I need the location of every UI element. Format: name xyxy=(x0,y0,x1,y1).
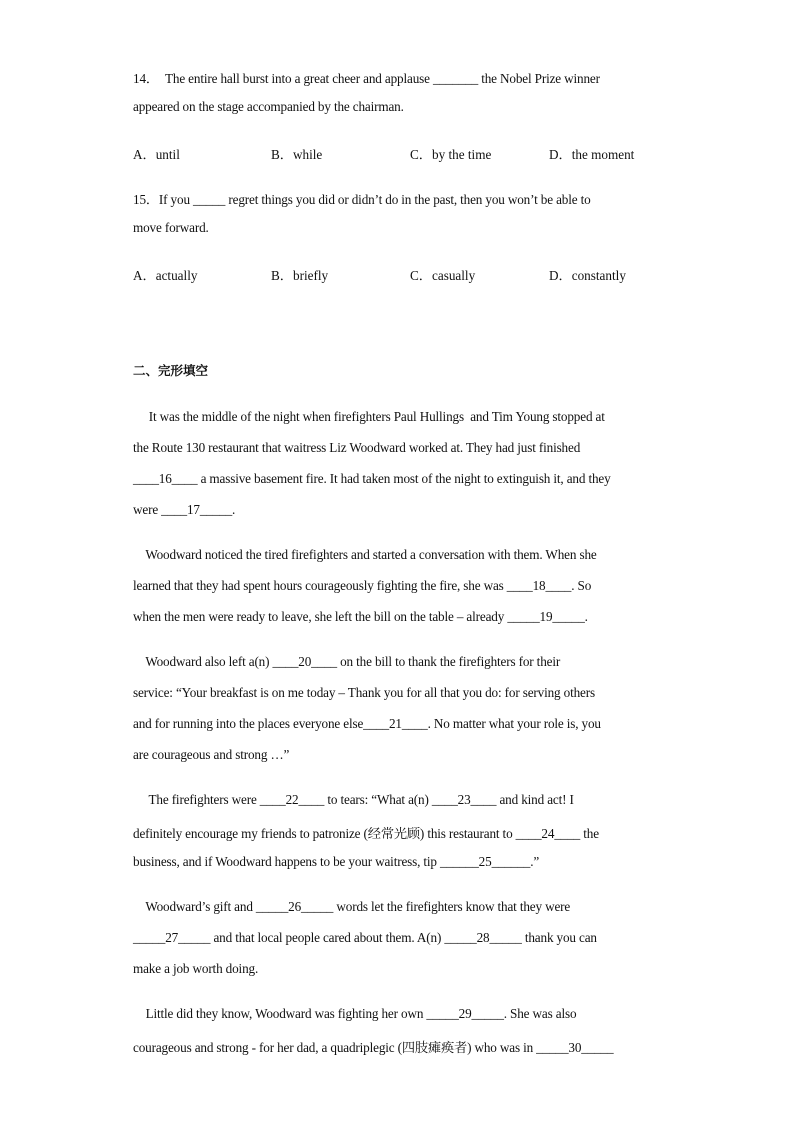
passage-line: courageous and strong - for her dad, a quadriplegic (四肢瘫痪者) who was in _____30_____ xyxy=(133,1040,614,1055)
q14-option-b: B．while xyxy=(271,147,323,162)
passage-line: Woodward noticed the tired firefighters and started a conversation with them. When she xyxy=(133,547,597,562)
passage-line: definitely encourage my friends to patronize (经常光顾) this restaurant to ____24____ the xyxy=(133,826,599,841)
passage-line: Woodward’s gift and _____26_____ words let the firefighters know that they were xyxy=(133,899,571,914)
passage-line: It was the middle of the night when firefighters Paul Hullings and Tim Young stopped at xyxy=(133,409,605,424)
passage-line: business, and if Woodward happens to be your waitress, tip ______25______.” xyxy=(133,854,540,869)
q15-option-b: B．briefly xyxy=(271,268,329,283)
q15-option-d: D．constantly xyxy=(549,268,626,283)
q14-option-a: A．until xyxy=(133,147,180,162)
passage-line: are courageous and strong …” xyxy=(133,747,290,762)
passage-line: and for running into the places everyone else____21____. No matter what your role is, you xyxy=(133,716,601,731)
q14-stem-line-2: appeared on the stage accompanied by the chairman. xyxy=(133,99,404,114)
passage-line: _____27_____ and that local people cared about them. A(n) _____28_____ thank you can xyxy=(133,930,597,945)
passage-line: were ____17_____. xyxy=(133,502,236,517)
q14-option-c: C．by the time xyxy=(410,147,492,162)
passage-line: service: “Your breakfast is on me today – Thank you for all that you do: for serving others xyxy=(133,685,595,700)
q15-option-a: A．actually xyxy=(133,268,198,283)
passage-line: Little did they know, Woodward was fighting her own _____29_____. She was also xyxy=(133,1006,577,1021)
passage-line: Woodward also left a(n) ____20____ on the bill to thank the firefighters for their xyxy=(133,654,561,669)
passage-line: learned that they had spent hours courageously fighting the fire, she was ____18____. So xyxy=(133,578,592,593)
passage-line: The firefighters were ____22____ to tears: “What a(n) ____23____ and kind act! I xyxy=(133,792,574,807)
q15-option-c: C．casually xyxy=(410,268,476,283)
section-title: 二、完形填空 xyxy=(133,363,209,378)
q14-stem-line-1: 14． The entire hall burst into a great cheer and applause _______ the Nobel Prize winner xyxy=(133,71,600,86)
q15-stem-line-1: 15．If you _____ regret things you did or didn’t do in the past, then you won’t be able to xyxy=(133,192,591,207)
passage-line: ____16____ a massive basement fire. It had taken most of the night to extinguish it, and they xyxy=(133,471,611,486)
passage-line: make a job worth doing. xyxy=(133,961,259,976)
q15-stem-line-2: move forward. xyxy=(133,220,209,235)
passage-line: the Route 130 restaurant that waitress Liz Woodward worked at. They had just finished xyxy=(133,440,581,455)
q14-option-d: D．the moment xyxy=(549,147,635,162)
passage-line: when the men were ready to leave, she left the bill on the table – already _____19_____. xyxy=(133,609,588,624)
